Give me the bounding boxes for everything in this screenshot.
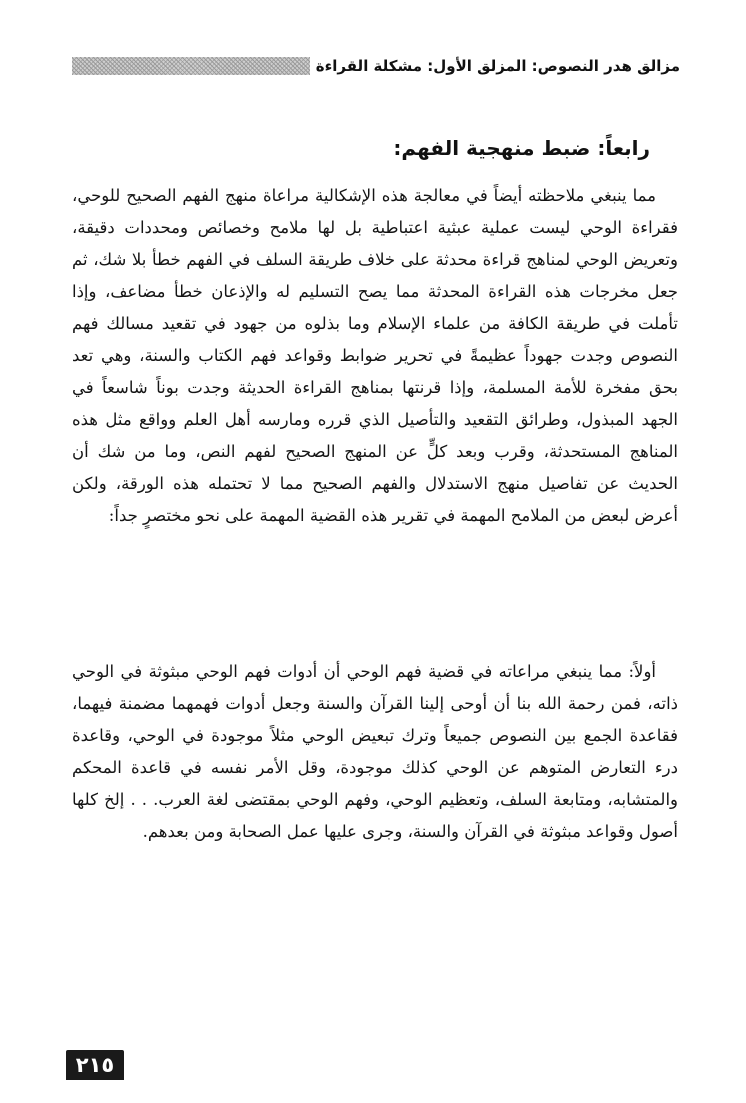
section-heading: رابعاً: ضبط منهجية الفهم: [393,136,650,160]
paragraph-1: مما ينبغي ملاحظته أيضاً في معالجة هذه الإشكالية مراعاة منهج الفهم الصحيح للوحي، فقراءة الوحي ليست عملية عبثية اعتباطية بل لها ملامح وخصائص ومحددات دقيقة، وتعريض الوحي لمناهج قراءة محدثة على خلاف طريقة السلف في الفهم خطأ بلا شك، ثم جعل مخرجات هذه القراءة المحدثة مما يصح التسليم له والإذعان خطأ مضاعف، وإذا تأملت في طريقة الكافة من علماء الإسلام وما بذلوه من جهود في تقعيد مسالك فهم النصوص وجدت جهوداً عظيمةً في تحرير ضوابط وقواعد فهم الكتاب والسنة، وهي تعد بحق مفخرة للأمة المسلمة، وإذا قرنتها بمناهج القراءة الحديثة وجدت بوناً شاسعاً في الجهد المبذول، وطرائق التقعيد والتأصيل الذي قرره ومارسه أهل العلم وواقع مثل هذه المناهج المستحدثة، وقرب وبعد كلٍّ عن المنهج الصحيح لفهم النص، وما من شك أن الحديث عن تفاصيل منهج الاستدلال والفهم الصحيح مما لا تحتمله هذه الورقة، ولكن أعرض لبعض من الملامح المهمة في تقرير هذه القضية المهمة على نحو مختصرٍ جداً: [72,186,678,525]
running-header-title: مزالق هدر النصوص: المزلق الأول: مشكلة القراءة [315,57,680,75]
running-header [72,54,680,78]
header-pattern-bar [72,57,310,75]
page-number: ٢١٥ [66,1050,124,1080]
paragraph-2: أولاً: مما ينبغي مراعاته في قضية فهم الوحي أن أدوات فهم الوحي مبثوثة في الوحي ذاته، فمن رحمة الله بنا أن أوحى إلينا القرآن والسنة وجعل أدوات فهمهما مضمنة فيهما، فقاعدة الجمع بين النصوص جميعاً وترك تبعيض الوحي مثلاً موجودة في الوحي، وقاعدة درء التعارض المتوهم عن الوحي كذلك موجودة، وقل الأمر نفسه في قاعدة المحكم والمتشابه، ومتابعة السلف، وتعظيم الوحي، وفهم الوحي بمقتضى لغة العرب. . . إلخ كلها أصول وقواعد مبثوثة في القرآن والسنة، وجرى عليها عمل الصحابة ومن بعدهم. [72,662,678,841]
